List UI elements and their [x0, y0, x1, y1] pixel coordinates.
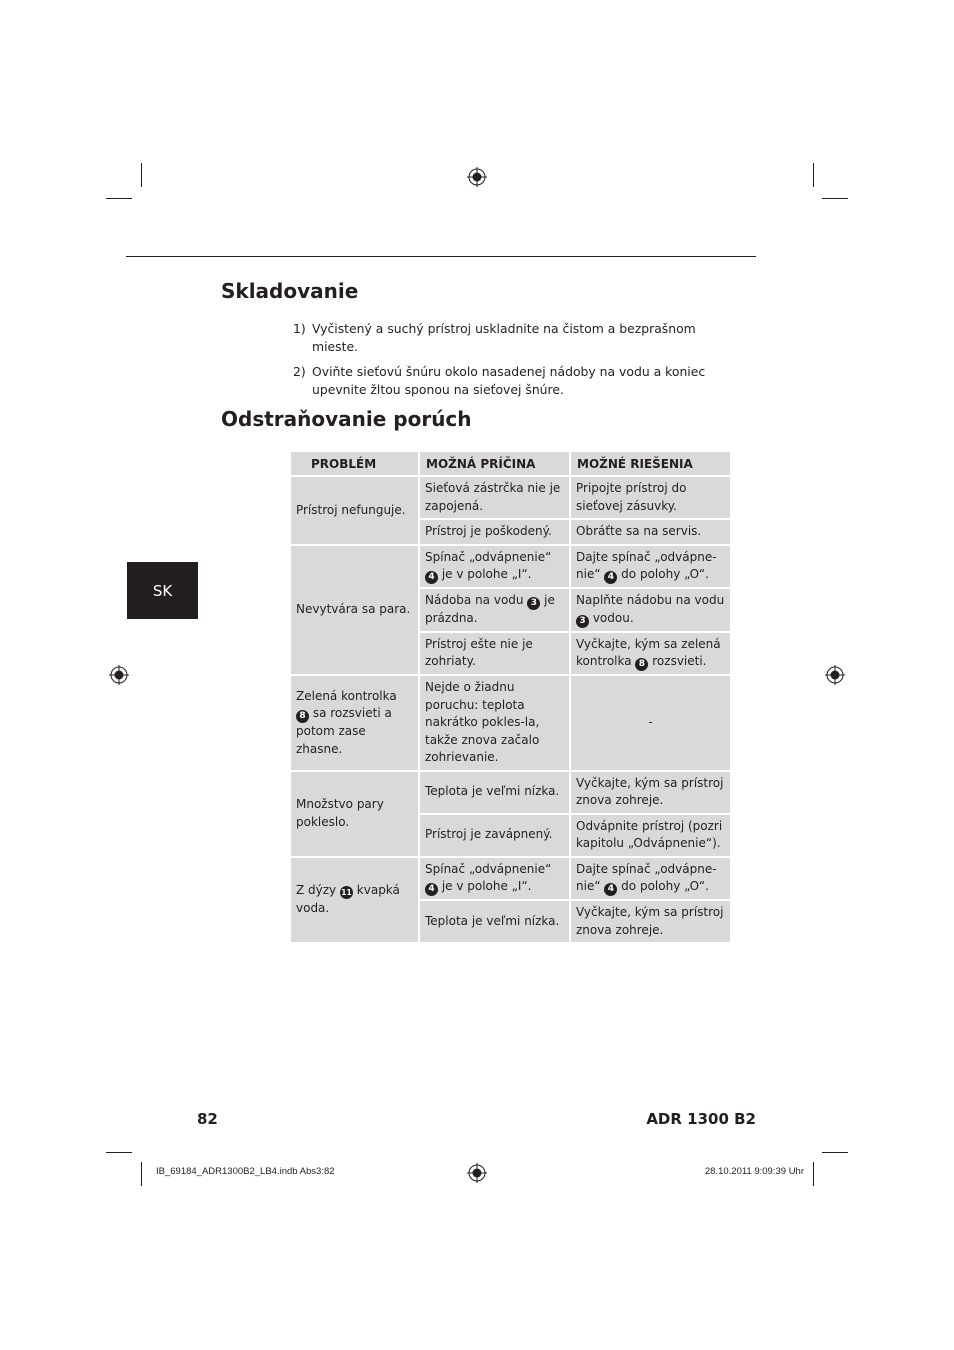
solution-cell: Vyčkajte, kým sa zelená kontrolka 8 rozsvieti. [571, 633, 730, 675]
model-name: ADR 1300 B2 [646, 1110, 756, 1128]
table-row [291, 858, 730, 900]
solution-cell: Odvápnite prístroj (pozri kapitolu „Odvápnenie“). [571, 815, 730, 856]
problem-cell: Zelená kontrolka 8 sa rozsvieti a potom zase zhasne. [291, 676, 418, 770]
table-header-row [291, 452, 730, 475]
part-number-icon: 4 [425, 883, 438, 896]
crop-mark [822, 1152, 848, 1153]
cause-cell: Sieťová zástrčka nie je zapojená. [420, 477, 569, 518]
language-tab: SK [127, 562, 198, 619]
solution-cell: Pripojte prístroj do sieťovej zásuvky. [571, 477, 730, 518]
page-number: 82 [197, 1110, 218, 1128]
column-header: MOŽNÉ RIEŠENIA [571, 452, 730, 475]
solution-cell: - [571, 676, 730, 770]
cause-cell: Teplota je veľmi nízka. [420, 772, 569, 813]
table-row [291, 772, 730, 813]
solution-cell: Obráťte sa na servis. [571, 520, 730, 544]
part-number-icon: 3 [527, 597, 540, 610]
part-number-icon: 4 [425, 571, 438, 584]
column-header: PROBLÉM [291, 452, 418, 475]
part-number-icon: 3 [576, 615, 589, 628]
list-item: 2) Oviňte sieťovú šnúru okolo nasadenej nádoby na vodu a koniec upevnite žltou sponou na sieťovej šnúre. [293, 364, 706, 397]
problem-cell: Prístroj nefunguje. [291, 477, 418, 544]
solution-cell: Vyčkajte, kým sa prístroj znova zohreje. [571, 901, 730, 942]
section-title-storage: Skladovanie [221, 279, 359, 303]
problem-cell: Z dýzy 11 kvapká voda. [291, 858, 418, 943]
cause-cell: Prístroj je zavápnený. [420, 815, 569, 856]
cause-cell: Nejde o žiadnu poruchu: teplota nakrátko pokles-la, takže znova začalo zohrievanie. [420, 676, 569, 770]
table-row [291, 477, 730, 518]
header-rule [126, 256, 756, 257]
cause-cell: Prístroj je poškodený. [420, 520, 569, 544]
crop-mark [813, 163, 814, 187]
table-row [291, 676, 730, 770]
table-row [291, 546, 730, 588]
part-number-icon: 8 [296, 710, 309, 723]
part-number-icon: 8 [635, 658, 648, 671]
cause-cell: Teplota je veľmi nízka. [420, 901, 569, 942]
solution-cell: Dajte spínač „odvápne-nie“ 4 do polohy „O“. [571, 546, 730, 588]
crop-mark [822, 198, 848, 199]
cause-cell: Spínač „odvápnenie“ 4 je v polohe „I“. [420, 858, 569, 900]
problem-cell: Množstvo pary pokleslo. [291, 772, 418, 856]
troubleshooting-table [289, 450, 732, 944]
registration-mark-icon [109, 665, 129, 685]
storage-steps [293, 320, 733, 406]
crop-mark [813, 1162, 814, 1186]
crop-mark [141, 1162, 142, 1186]
registration-mark-icon [467, 167, 487, 187]
crop-mark [106, 198, 132, 199]
print-slug-date: 28.10.2011 9:09:39 Uhr [704, 1166, 804, 1177]
cause-cell: Spínač „odvápnenie“ 4 je v polohe „I“. [420, 546, 569, 588]
solution-cell: Dajte spínač „odvápne-nie“ 4 do polohy „O“. [571, 858, 730, 900]
cause-cell: Nádoba na vodu 3 je prázdna. [420, 589, 569, 631]
registration-mark-icon [825, 665, 845, 685]
section-title-troubleshooting: Odstraňovanie porúch [221, 407, 472, 431]
part-number-icon: 11 [341, 888, 352, 898]
registration-mark-icon [467, 1163, 487, 1183]
part-number-icon: 4 [604, 883, 617, 896]
crop-mark [141, 163, 142, 187]
solution-cell: Vyčkajte, kým sa prístroj znova zohreje. [571, 772, 730, 813]
column-header: MOŽNÁ PRÍČINA [420, 452, 569, 475]
cause-cell: Prístroj ešte nie je zohriaty. [420, 633, 569, 675]
print-slug-file: IB_69184_ADR1300B2_LB4.indb Abs3:82 [156, 1166, 335, 1177]
problem-cell: Nevytvára sa para. [291, 546, 418, 675]
crop-mark [106, 1152, 132, 1153]
list-item: 1) Vyčistený a suchý prístroj uskladnite na čistom a bezprašnom mieste. [293, 321, 696, 354]
solution-cell: Naplňte nádobu na vodu 3 vodou. [571, 589, 730, 631]
part-number-icon: 4 [604, 571, 617, 584]
